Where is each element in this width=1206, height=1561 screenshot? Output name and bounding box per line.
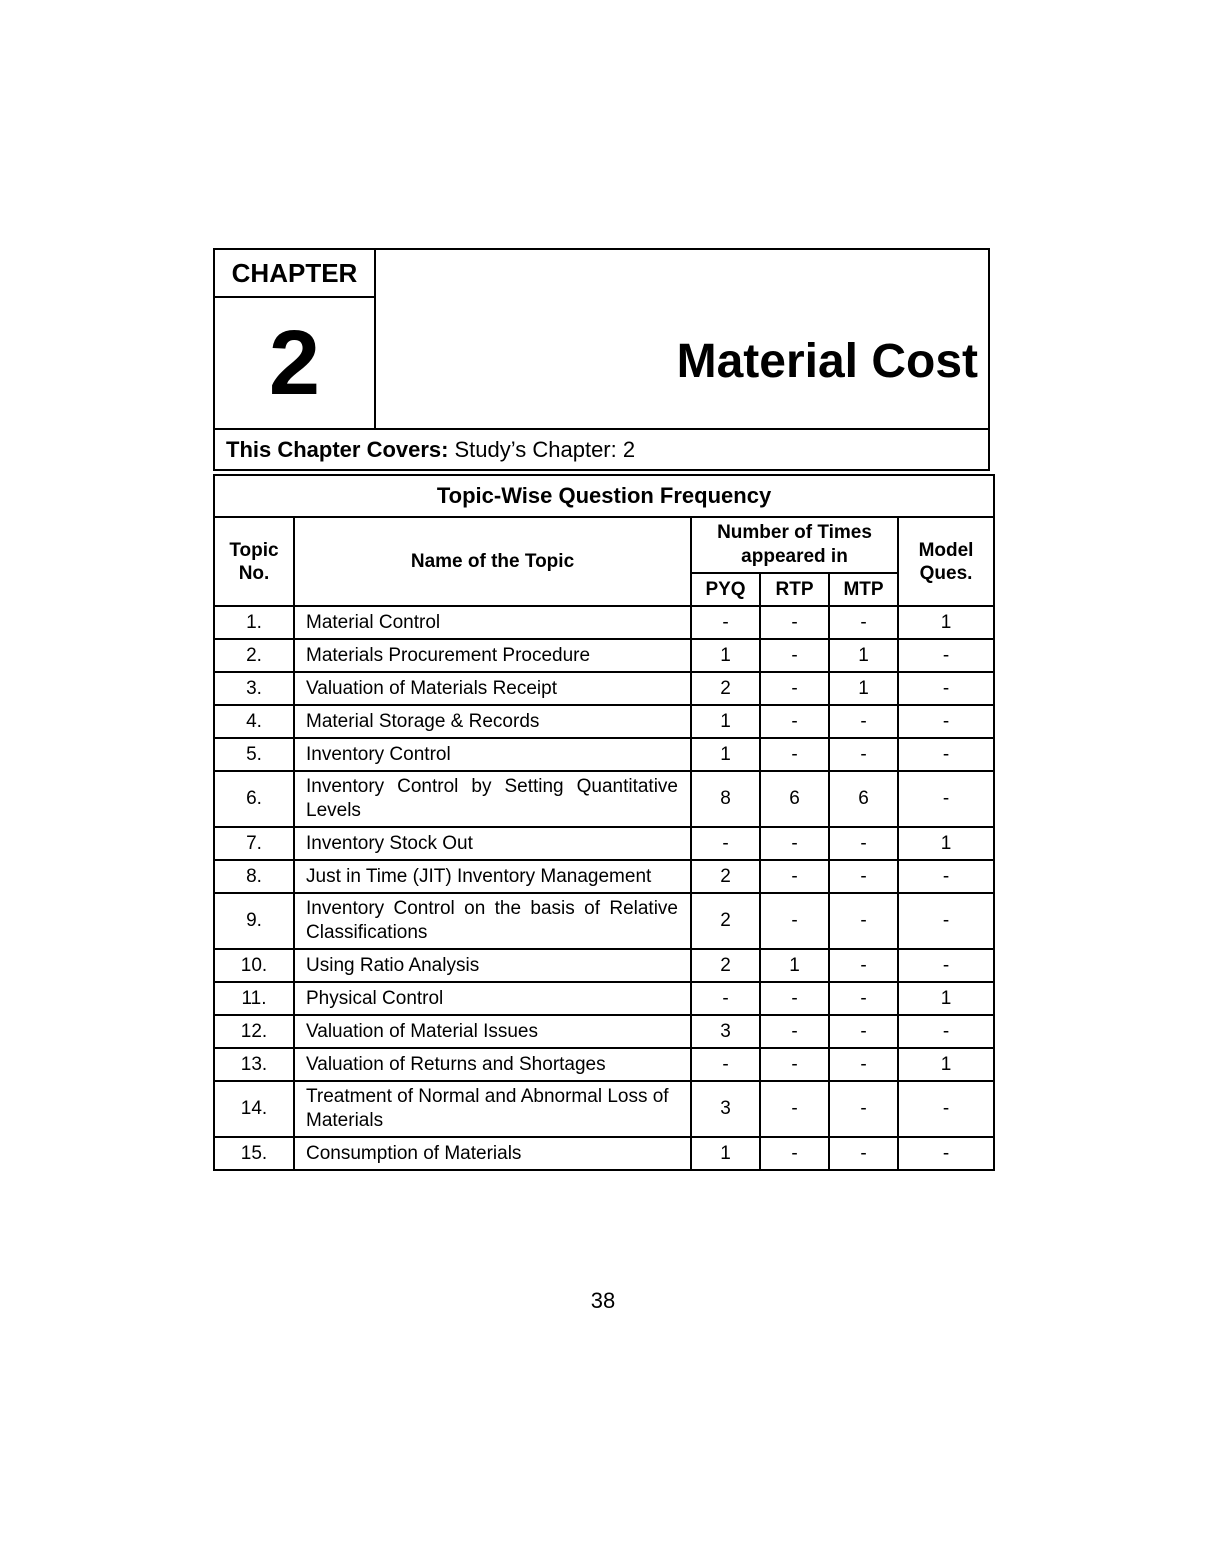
mtp-count: - [829, 1137, 898, 1170]
model-count: 1 [898, 1048, 994, 1081]
rtp-count: - [760, 860, 829, 893]
topic-no: 1. [214, 606, 294, 639]
model-count: - [898, 860, 994, 893]
chapter-covers [215, 428, 988, 469]
model-count: - [898, 1015, 994, 1048]
pyq-count: - [691, 982, 760, 1015]
topic-no: 11. [214, 982, 294, 1015]
topic-no: 4. [214, 705, 294, 738]
rtp-count: 1 [760, 949, 829, 982]
mtp-count: 1 [829, 672, 898, 705]
model-count: - [898, 771, 994, 827]
chapter-label: CHAPTER [215, 250, 374, 298]
topic-name: Inventory Stock Out [294, 827, 691, 860]
table-row [214, 860, 994, 893]
rtp-count: - [760, 606, 829, 639]
topic-name: Inventory Control on the basis of Relative Classifications [294, 893, 691, 949]
table-row [214, 1137, 994, 1170]
header-times-appeared: Number of Times appeared in [691, 517, 898, 573]
mtp-count: - [829, 705, 898, 738]
model-count: - [898, 738, 994, 771]
table-row [214, 738, 994, 771]
topic-name: Inventory Control by Setting Quantitative Levels [294, 771, 691, 827]
topic-name: Inventory Control [294, 738, 691, 771]
topic-no: 2. [214, 639, 294, 672]
pyq-count: - [691, 827, 760, 860]
topic-name: Materials Procurement Procedure [294, 639, 691, 672]
topic-name: Just in Time (JIT) Inventory Management [294, 860, 691, 893]
pyq-count: 1 [691, 738, 760, 771]
table-row [214, 827, 994, 860]
header-rtp: RTP [760, 573, 829, 606]
mtp-count: - [829, 860, 898, 893]
table-row [214, 1048, 994, 1081]
topic-name: Consumption of Materials [294, 1137, 691, 1170]
pyq-count: 2 [691, 893, 760, 949]
topic-name: Material Storage & Records [294, 705, 691, 738]
topic-name: Valuation of Material Issues [294, 1015, 691, 1048]
topic-no: 9. [214, 893, 294, 949]
rtp-count: - [760, 1015, 829, 1048]
rtp-count: 6 [760, 771, 829, 827]
chapter-number-panel [215, 250, 376, 428]
pyq-count: - [691, 1048, 760, 1081]
topic-no: 15. [214, 1137, 294, 1170]
table-row [214, 639, 994, 672]
rtp-count: - [760, 893, 829, 949]
topic-name: Treatment of Normal and Abnormal Loss of Materials [294, 1081, 691, 1137]
pyq-count: 2 [691, 860, 760, 893]
chapter-number: 2 [268, 312, 321, 414]
covers-label: This Chapter Covers: [226, 436, 449, 462]
table-title: Topic-Wise Question Frequency [214, 475, 994, 517]
topic-no: 6. [214, 771, 294, 827]
topic-no: 5. [214, 738, 294, 771]
table-row [214, 1015, 994, 1048]
mtp-count: - [829, 893, 898, 949]
table-row [214, 893, 994, 949]
mtp-count: - [829, 1081, 898, 1137]
table-row [214, 982, 994, 1015]
pyq-count: 2 [691, 672, 760, 705]
rtp-count: - [760, 738, 829, 771]
topic-name: Physical Control [294, 982, 691, 1015]
rtp-count: - [760, 982, 829, 1015]
mtp-count: - [829, 949, 898, 982]
header-model-ques: Model Ques. [898, 517, 994, 606]
rtp-count: - [760, 1048, 829, 1081]
mtp-count: - [829, 1048, 898, 1081]
pyq-count: 3 [691, 1081, 760, 1137]
model-count: - [898, 893, 994, 949]
header-pyq: PYQ [691, 573, 760, 606]
rtp-count: - [760, 1081, 829, 1137]
pyq-count: 3 [691, 1015, 760, 1048]
mtp-count: 6 [829, 771, 898, 827]
mtp-count: - [829, 982, 898, 1015]
mtp-count: - [829, 606, 898, 639]
topic-no: 14. [214, 1081, 294, 1137]
model-count: 1 [898, 827, 994, 860]
model-count: - [898, 949, 994, 982]
chapter-title: Material Cost [676, 335, 978, 388]
topic-frequency-table [213, 474, 995, 1171]
rtp-count: - [760, 639, 829, 672]
rtp-count: - [760, 705, 829, 738]
model-count: - [898, 1081, 994, 1137]
topic-no: 10. [214, 949, 294, 982]
table-row [214, 949, 994, 982]
mtp-count: - [829, 738, 898, 771]
pyq-count: 1 [691, 639, 760, 672]
topic-no: 7. [214, 827, 294, 860]
topic-no: 13. [214, 1048, 294, 1081]
model-count: - [898, 639, 994, 672]
rtp-count: - [760, 1137, 829, 1170]
pyq-count: 2 [691, 949, 760, 982]
header-topic-name: Name of the Topic [294, 517, 691, 606]
table-row [214, 705, 994, 738]
rtp-count: - [760, 672, 829, 705]
model-count: 1 [898, 982, 994, 1015]
pyq-count: 1 [691, 1137, 760, 1170]
model-count: - [898, 705, 994, 738]
rtp-count: - [760, 827, 829, 860]
topic-name: Material Control [294, 606, 691, 639]
topic-no: 12. [214, 1015, 294, 1048]
mtp-count: - [829, 827, 898, 860]
mtp-count: - [829, 1015, 898, 1048]
model-count: 1 [898, 606, 994, 639]
pyq-count: 8 [691, 771, 760, 827]
topic-name: Valuation of Materials Receipt [294, 672, 691, 705]
pyq-count: 1 [691, 705, 760, 738]
chapter-header [213, 248, 990, 471]
table-row [214, 672, 994, 705]
table-row [214, 771, 994, 827]
table-row [214, 1081, 994, 1137]
header-topic-no: Topic No. [214, 517, 294, 606]
header-mtp: MTP [829, 573, 898, 606]
table-row [214, 606, 994, 639]
model-count: - [898, 672, 994, 705]
model-count: - [898, 1137, 994, 1170]
topic-no: 3. [214, 672, 294, 705]
topic-name: Valuation of Returns and Shortages [294, 1048, 691, 1081]
topic-name: Using Ratio Analysis [294, 949, 691, 982]
page-number: 38 [590, 1288, 616, 1313]
pyq-count: - [691, 606, 760, 639]
mtp-count: 1 [829, 639, 898, 672]
topic-no: 8. [214, 860, 294, 893]
covers-value: Study’s Chapter: 2 [454, 436, 636, 462]
